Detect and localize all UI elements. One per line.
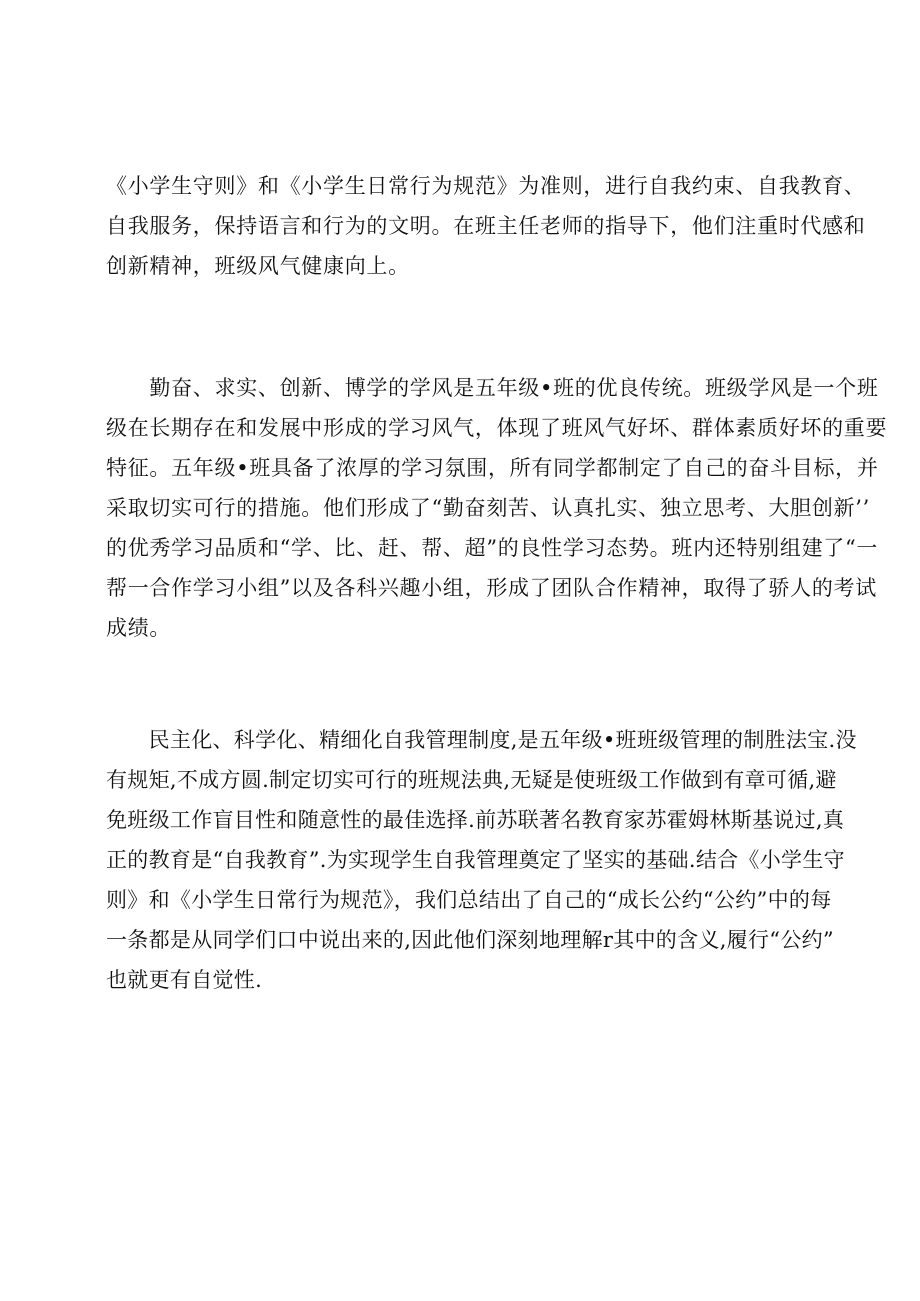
paragraph-line: 民主化、科学化、精细化自我管理制度,是五年级•班班级管理的制胜法宝.没 bbox=[106, 728, 857, 752]
paragraph-line: 一条都是从同学们口中说出来的,因此他们深刻地理解r其中的含义,履行“公约” bbox=[106, 928, 834, 952]
paragraph-1 bbox=[106, 166, 866, 286]
paragraph-line: 有规矩,不成方圆.制定切实可行的班规法典,无疑是使班级工作做到有章可循,避 bbox=[106, 768, 837, 792]
paragraph-line: 创新精神，班级风气健康向上。 bbox=[106, 254, 410, 278]
paragraph-line: 正的教育是“自我教育”.为实现学生自我管理奠定了坚实的基础.结合《小学生守 bbox=[106, 848, 845, 872]
paragraph-line: 免班级工作盲目性和随意性的最佳选择.前苏联著名教育家苏霍姆林斯基说过,真 bbox=[106, 808, 845, 832]
paragraph-3 bbox=[106, 720, 857, 1000]
paragraph-line: 帮一合作学习小组”以及各科兴趣小组，形成了团队合作精神，取得了骄人的考试 bbox=[106, 576, 877, 600]
paragraph-line: 《小学生守则》和《小学生日常行为规范》为准则，进行自我约束、自我教育、 bbox=[106, 174, 866, 198]
paragraph-line: 则》和《小学生日常行为规范》，我们总结出了自己的“成长公约“公约”中的每 bbox=[106, 888, 832, 912]
paragraph-line: 自我服务，保持语言和行为的文明。在班主任老师的指导下，他们注重时代感和 bbox=[106, 214, 866, 238]
paragraph-line: 的优秀学习品质和“学、比、赶、帮、超”的良性学习态势。班内还特别组建了“一 bbox=[106, 536, 879, 560]
paragraph-line: 级在长期存在和发展中形成的学习风气，体现了班风气好坏、群体素质好坏的重要 bbox=[106, 416, 888, 440]
paragraph-2 bbox=[106, 368, 888, 648]
paragraph-line: 也就更有自觉性. bbox=[106, 968, 263, 992]
paragraph-line: 成绩。 bbox=[106, 616, 172, 640]
paragraph-line: 特征。五年级•班具备了浓厚的学习氛围，所有同学都制定了自己的奋斗目标，并 bbox=[106, 456, 879, 480]
paragraph-line: 采取切实可行的措施。他们形成了“勤奋刻苦、认真扎实、独立思考、大胆创新’’ bbox=[106, 496, 870, 520]
paragraph-line: 勤奋、求实、创新、博学的学风是五年级•班的优良传统。班级学风是一个班 bbox=[106, 376, 879, 400]
